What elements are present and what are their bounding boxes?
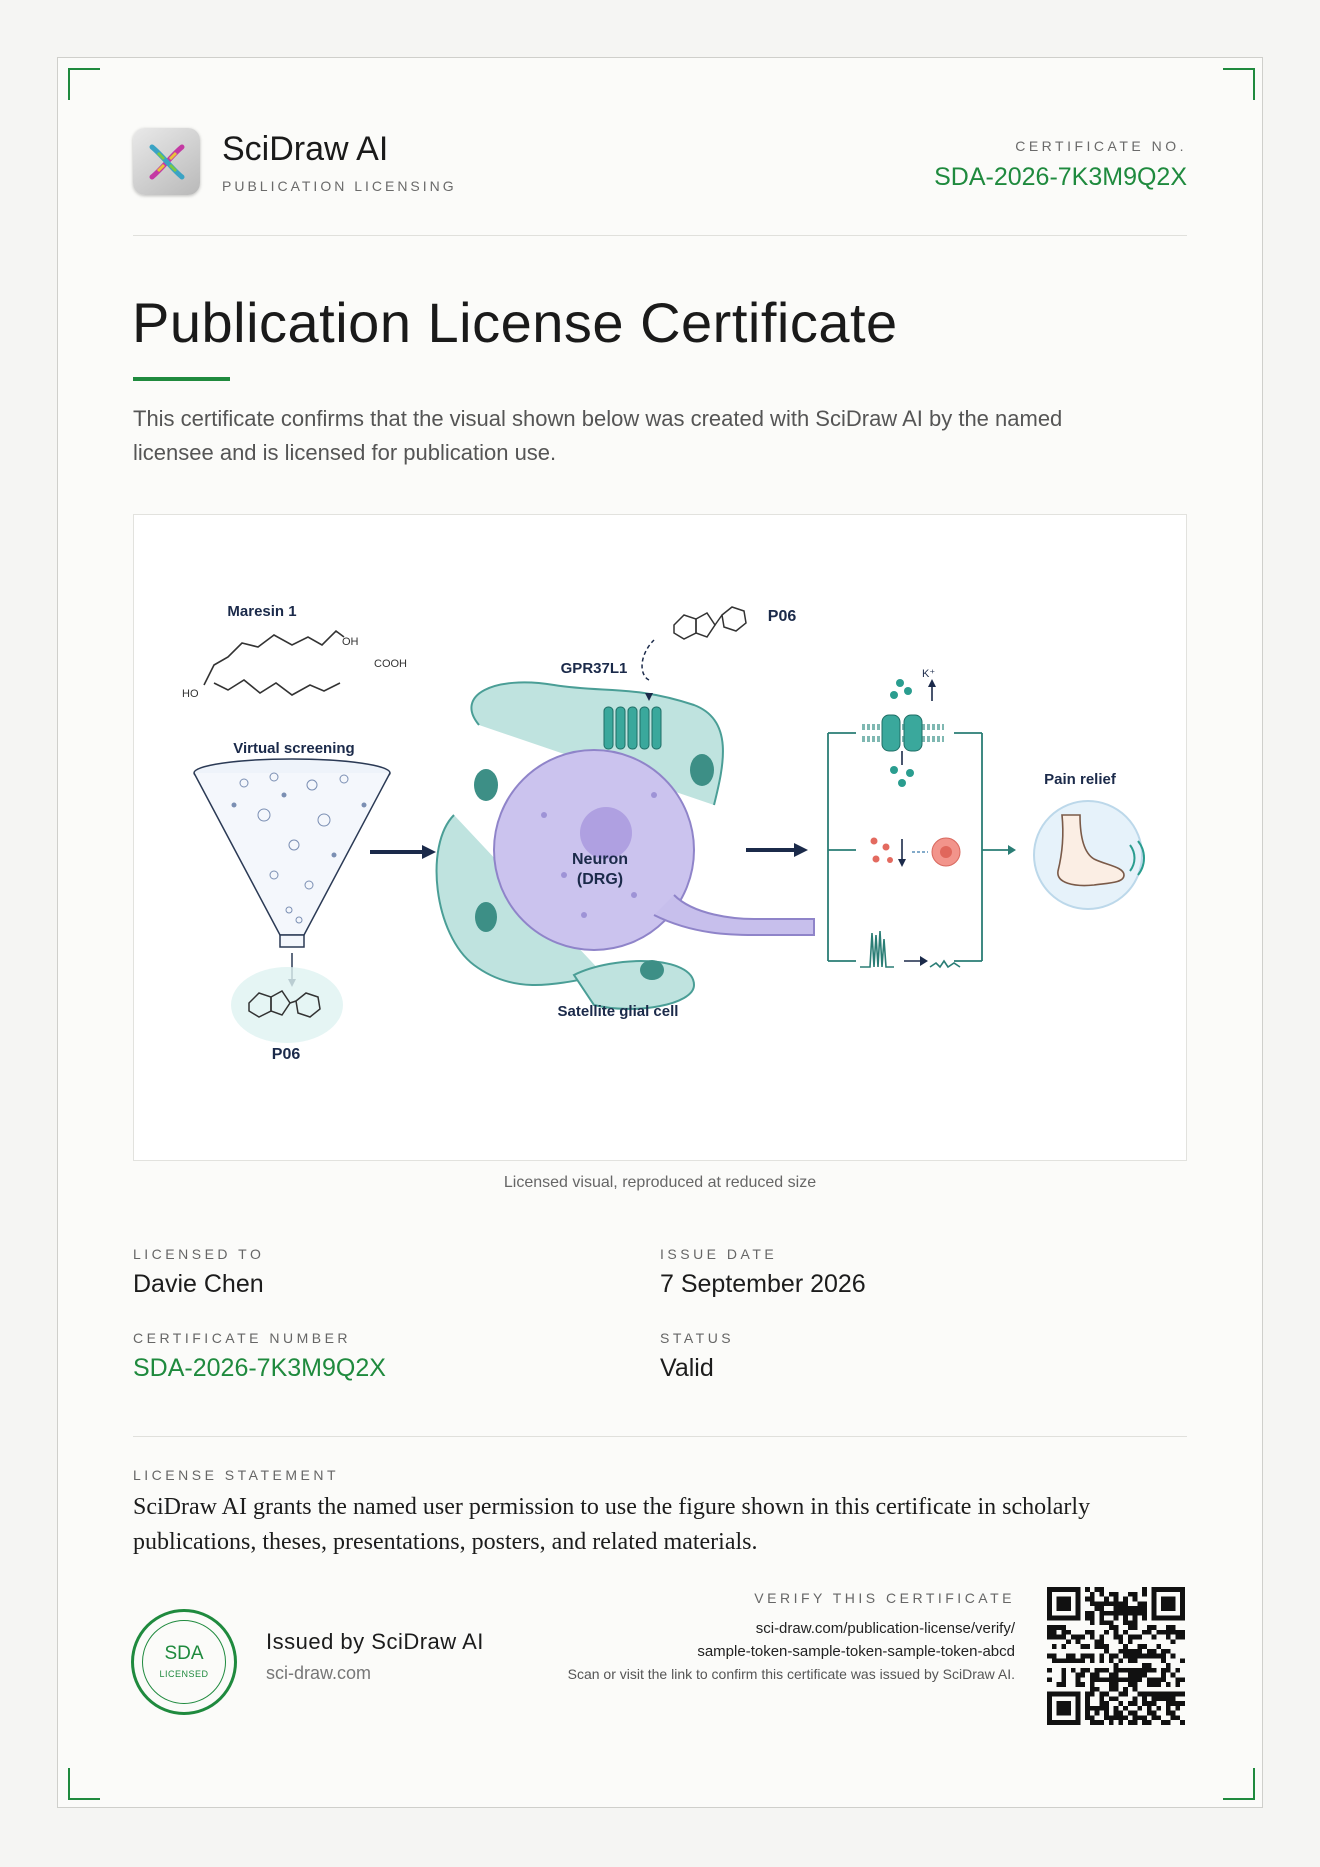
cooh-label: COOH [374,658,407,670]
maresin-label: Maresin 1 [227,603,297,620]
firing-arrow-head [920,956,928,966]
screening-funnel [194,759,390,987]
licensed-figure [133,514,1187,1161]
k-channel [862,679,944,787]
gpr37l1-label: GPR37L1 [560,660,628,677]
certificate-number-header: SDA-2026-7K3M9Q2X [934,163,1187,191]
verify-link-line-2[interactable]: sample-token-sample-token-sample-token-abcd [697,1643,1015,1660]
maresin-structure [204,631,344,695]
firing-trace-icon [860,931,960,967]
verify-label: VERIFY THIS CERTIFICATE [754,1590,1015,1606]
status-value: Valid [660,1354,714,1382]
issued-by: Issued by SciDraw AI [266,1629,484,1654]
flow-arrow-2 [746,843,808,857]
oh-label: OH [342,636,359,648]
certificate-number-value: SDA-2026-7K3M9Q2X [133,1354,386,1382]
status-label: STATUS [660,1330,735,1346]
licensed-to-value: Davie Chen [133,1270,264,1298]
p06-hit-molecule [231,967,343,1043]
foot-icon [1034,801,1144,909]
p06-top-molecule [674,607,746,639]
seal-main-text: SDA [164,1643,204,1664]
drg-label: (DRG) [576,871,624,888]
neuron-label: Neuron [572,851,628,868]
license-statement-label: LICENSE STATEMENT [133,1467,340,1483]
qr-code-icon[interactable] [1047,1587,1185,1725]
flow-arrow-1 [370,845,436,859]
licensed-to-label: LICENSED TO [133,1246,265,1262]
k-ion-label: K⁺ [922,668,936,680]
certificate-number-label-2: CERTIFICATE NUMBER [133,1330,352,1346]
title-underline [133,377,230,381]
ho-label: HO [182,688,199,700]
corner-mark-bottom-left [68,1768,100,1800]
figure-caption: Licensed visual, reproduced at reduced size [503,1174,817,1191]
issue-date-label: ISSUE DATE [660,1246,778,1262]
intro-text: This certificate confirms that the visual shown below was created with SciDraw AI by the named licensee and is licensed for publication use. [133,406,1063,465]
sda-seal [131,1609,237,1715]
brand-name: SciDraw AI [222,130,389,168]
certificate-number-label: CERTIFICATE NO. [1015,138,1187,154]
verify-link-line-1[interactable]: sci-draw.com/publication-license/verify/ [755,1620,1015,1637]
seal-sub-text: LICENSED [159,1669,209,1679]
page-title: Publication License Certificate [132,291,898,354]
brand-subtitle: PUBLICATION LICENSING [222,178,457,194]
issuer-site-link[interactable]: sci-draw.com [266,1663,372,1683]
p06-top-label: P06 [767,608,797,625]
verify-note: Scan or visit the link to confirm this certificate was issued by SciDraw AI. [567,1666,1015,1682]
issue-date-value: 7 September 2026 [660,1270,866,1298]
inflammation-icon [871,838,961,868]
corner-mark-top-right [1223,68,1255,100]
virtual-screening-label: Virtual screening [233,740,355,757]
corner-mark-bottom-right [1223,1768,1255,1800]
pain-relief-label: Pain relief [1044,771,1116,788]
header-divider [133,235,1187,236]
bracket-arrow-head [1008,845,1016,855]
dna-helix-icon [133,128,200,195]
outcomes-bracket [828,733,1010,961]
corner-mark-top-left [68,68,100,100]
license-statement-text: SciDraw AI grants the named user permission to use the figure shown in this certificate in scholarly publications, theses, presentations, posters, and related materials. [133,1494,1091,1555]
details-divider [133,1436,1187,1437]
p06-bottom-label: P06 [271,1046,301,1063]
satellite-glial-label: Satellite glial cell [557,1003,679,1020]
